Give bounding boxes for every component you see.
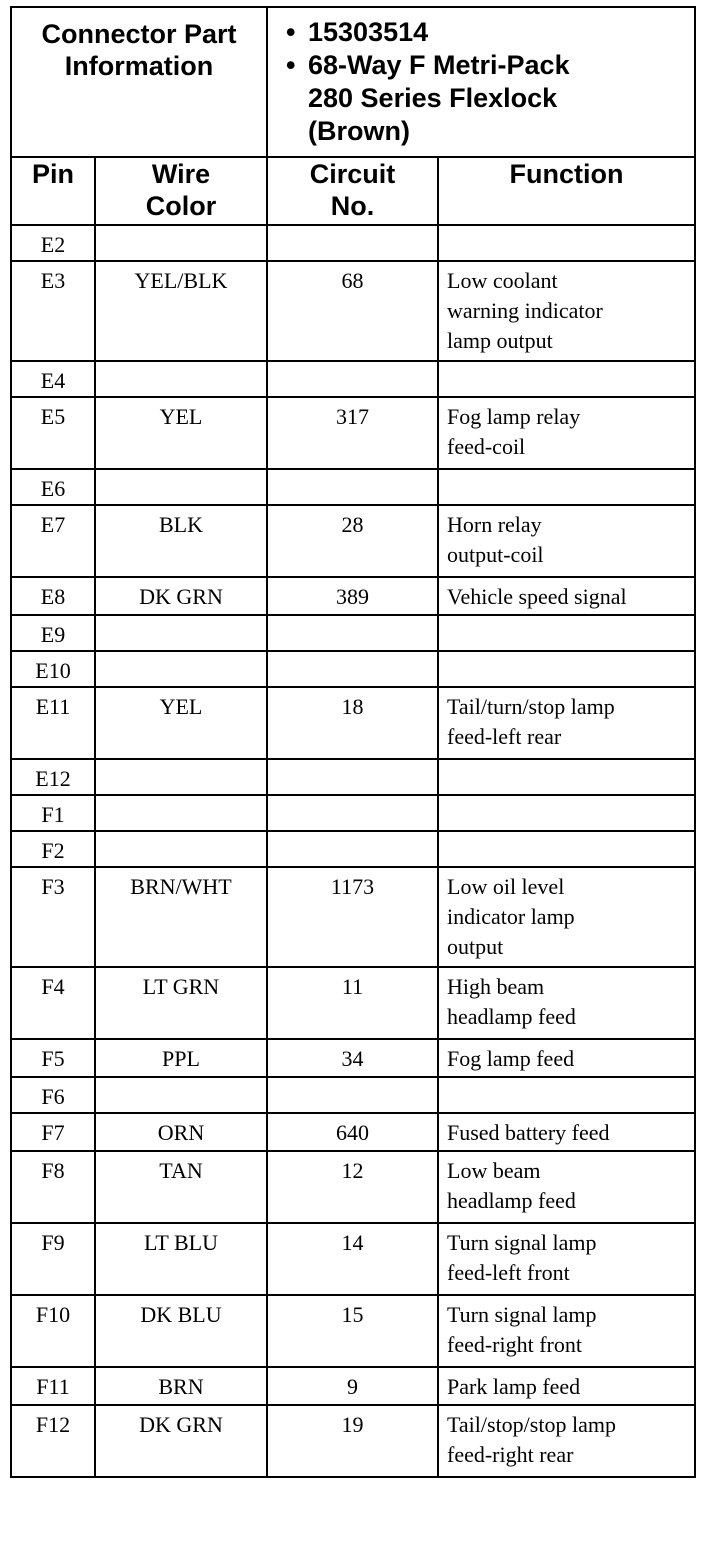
table-row — [11, 867, 695, 967]
function-cell — [438, 1367, 695, 1405]
circuit-cell — [267, 361, 438, 397]
wire-color-cell: YEL — [95, 687, 267, 759]
function-line: Horn relay — [447, 512, 542, 537]
function-line: warning indicator — [447, 298, 603, 323]
circuit-cell: 389 — [267, 577, 438, 615]
function-line: Fused battery feed — [447, 1120, 610, 1145]
function-cell — [438, 1405, 695, 1477]
pin-cell: E4 — [11, 361, 95, 397]
pin-cell: E2 — [11, 225, 95, 261]
pin-cell: E11 — [11, 687, 95, 759]
connector-table — [10, 6, 696, 1478]
pin-cell: E10 — [11, 651, 95, 687]
function-line: lamp output — [447, 328, 553, 353]
description-line: (Brown) — [308, 116, 410, 146]
description-line: 68-Way F Metri-Pack — [308, 50, 570, 80]
wire-color-cell: LT GRN — [95, 967, 267, 1039]
function-cell — [438, 831, 695, 867]
function-cell — [438, 795, 695, 831]
function-cell — [438, 967, 695, 1039]
wire-color-cell — [95, 469, 267, 505]
table-row — [11, 1151, 695, 1223]
table-row — [11, 361, 695, 397]
wire-header-line: Color — [145, 191, 217, 221]
circuit-cell: 19 — [267, 1405, 438, 1477]
function-line: feed-right front — [447, 1332, 582, 1357]
pin-cell: E8 — [11, 577, 95, 615]
function-line: Turn signal lamp — [447, 1230, 597, 1255]
table-row — [11, 225, 695, 261]
part-number: 15303514 — [308, 17, 429, 47]
circuit-header-line: No. — [330, 191, 375, 221]
function-line: feed-left front — [447, 1260, 570, 1285]
function-cell — [438, 687, 695, 759]
function-cell — [438, 397, 695, 469]
table-row — [11, 1077, 695, 1113]
circuit-cell — [267, 651, 438, 687]
function-cell — [438, 1039, 695, 1077]
function-cell — [438, 651, 695, 687]
pin-cell: E3 — [11, 261, 95, 361]
pin-cell: E12 — [11, 759, 95, 795]
table-row — [11, 469, 695, 505]
function-line: Park lamp feed — [447, 1374, 581, 1399]
circuit-cell: 28 — [267, 505, 438, 577]
circuit-cell — [267, 469, 438, 505]
function-cell — [438, 1223, 695, 1295]
circuit-cell — [267, 759, 438, 795]
pin-cell: F12 — [11, 1405, 95, 1477]
function-line: feed-right rear — [447, 1442, 574, 1467]
function-cell — [438, 1113, 695, 1151]
function-line: output — [447, 934, 504, 959]
function-line: Low coolant — [447, 268, 558, 293]
table-row — [11, 967, 695, 1039]
circuit-cell — [267, 795, 438, 831]
info-label-line: Connector Part — [41, 19, 237, 49]
wire-color-cell: TAN — [95, 1151, 267, 1223]
function-cell — [438, 1151, 695, 1223]
table-row — [11, 651, 695, 687]
pin-rows — [11, 225, 695, 1477]
wire-header-line: Wire — [151, 159, 211, 189]
wire-color-cell — [95, 651, 267, 687]
pin-cell: F7 — [11, 1113, 95, 1151]
circuit-cell — [267, 1077, 438, 1113]
wire-color-cell: BRN/WHT — [95, 867, 267, 967]
bullet: • — [286, 50, 296, 80]
function-line: feed-coil — [447, 434, 526, 459]
circuit-no-header — [267, 157, 438, 225]
connector-info-row — [11, 7, 695, 157]
function-header — [438, 157, 695, 225]
wire-color-cell — [95, 795, 267, 831]
wire-color-cell — [95, 225, 267, 261]
wire-color-cell — [95, 1077, 267, 1113]
table-row — [11, 1295, 695, 1367]
function-line: headlamp feed — [447, 1188, 576, 1213]
pin-cell: E5 — [11, 397, 95, 469]
circuit-cell: 15 — [267, 1295, 438, 1367]
circuit-cell: 14 — [267, 1223, 438, 1295]
pin-cell: F9 — [11, 1223, 95, 1295]
function-cell — [438, 759, 695, 795]
circuit-cell — [267, 831, 438, 867]
function-line: Low beam — [447, 1158, 541, 1183]
table-row — [11, 1367, 695, 1405]
function-line: Vehicle speed signal — [447, 584, 627, 609]
circuit-cell: 68 — [267, 261, 438, 361]
function-cell — [438, 1077, 695, 1113]
column-header-row — [11, 157, 695, 225]
table-row — [11, 795, 695, 831]
table-row — [11, 261, 695, 361]
wire-color-header — [95, 157, 267, 225]
pin-header — [11, 157, 95, 225]
wire-color-cell: DK GRN — [95, 1405, 267, 1477]
circuit-cell: 317 — [267, 397, 438, 469]
connector-info-details — [267, 7, 695, 157]
table-row — [11, 577, 695, 615]
circuit-cell — [267, 225, 438, 261]
circuit-cell: 18 — [267, 687, 438, 759]
pin-cell: E9 — [11, 615, 95, 651]
wire-color-cell: ORN — [95, 1113, 267, 1151]
function-line: feed-left rear — [447, 724, 562, 749]
pin-cell: F10 — [11, 1295, 95, 1367]
wire-color-cell — [95, 759, 267, 795]
function-line: High beam — [447, 974, 545, 999]
circuit-cell: 11 — [267, 967, 438, 1039]
pin-cell: F6 — [11, 1077, 95, 1113]
table-row — [11, 397, 695, 469]
function-line: Fog lamp relay — [447, 404, 581, 429]
function-cell — [438, 261, 695, 361]
table-row — [11, 1223, 695, 1295]
bullet: • — [286, 17, 296, 47]
wire-color-cell: DK GRN — [95, 577, 267, 615]
table-row — [11, 505, 695, 577]
circuit-cell — [267, 615, 438, 651]
table-row — [11, 1039, 695, 1077]
function-line: output-coil — [447, 542, 544, 567]
table-row — [11, 1405, 695, 1477]
function-cell — [438, 577, 695, 615]
pin-cell: E6 — [11, 469, 95, 505]
table-row — [11, 1113, 695, 1151]
wire-color-cell: YEL — [95, 397, 267, 469]
pin-cell: F1 — [11, 795, 95, 831]
function-cell — [438, 505, 695, 577]
pin-cell: F11 — [11, 1367, 95, 1405]
wire-color-cell: LT BLU — [95, 1223, 267, 1295]
function-line: Tail/stop/stop lamp — [447, 1412, 616, 1437]
circuit-cell: 640 — [267, 1113, 438, 1151]
wire-color-cell: YEL/BLK — [95, 261, 267, 361]
function-cell — [438, 469, 695, 505]
function-cell — [438, 225, 695, 261]
wire-color-cell — [95, 831, 267, 867]
table-row — [11, 831, 695, 867]
function-line: headlamp feed — [447, 1004, 576, 1029]
wire-color-cell — [95, 361, 267, 397]
pin-cell: F5 — [11, 1039, 95, 1077]
circuit-cell: 1173 — [267, 867, 438, 967]
pin-cell: F3 — [11, 867, 95, 967]
table-row — [11, 759, 695, 795]
function-cell — [438, 615, 695, 651]
pin-cell: F4 — [11, 967, 95, 1039]
function-cell — [438, 1295, 695, 1367]
circuit-header-line: Circuit — [309, 159, 396, 189]
part-number-item — [286, 16, 694, 49]
wire-color-cell: BLK — [95, 505, 267, 577]
function-line: Tail/turn/stop lamp — [447, 694, 615, 719]
circuit-cell: 9 — [267, 1367, 438, 1405]
circuit-cell: 34 — [267, 1039, 438, 1077]
table-row — [11, 615, 695, 651]
function-line: Low oil level — [447, 874, 565, 899]
wire-color-cell: PPL — [95, 1039, 267, 1077]
function-header-label: Function — [509, 159, 624, 189]
wire-color-cell — [95, 615, 267, 651]
pin-cell: E7 — [11, 505, 95, 577]
info-label-line: Information — [64, 51, 214, 81]
connector-description-item — [286, 49, 694, 148]
description-line: 280 Series Flexlock — [308, 83, 558, 113]
wire-color-cell: DK BLU — [95, 1295, 267, 1367]
function-cell — [438, 867, 695, 967]
pin-header-label: Pin — [31, 159, 74, 189]
circuit-cell: 12 — [267, 1151, 438, 1223]
connector-info-label — [11, 7, 267, 157]
table-row — [11, 687, 695, 759]
function-line: Turn signal lamp — [447, 1302, 597, 1327]
function-line: Fog lamp feed — [447, 1046, 575, 1071]
function-cell — [438, 361, 695, 397]
pin-cell: F8 — [11, 1151, 95, 1223]
function-line: indicator lamp — [447, 904, 575, 929]
wire-color-cell: BRN — [95, 1367, 267, 1405]
pin-cell: F2 — [11, 831, 95, 867]
